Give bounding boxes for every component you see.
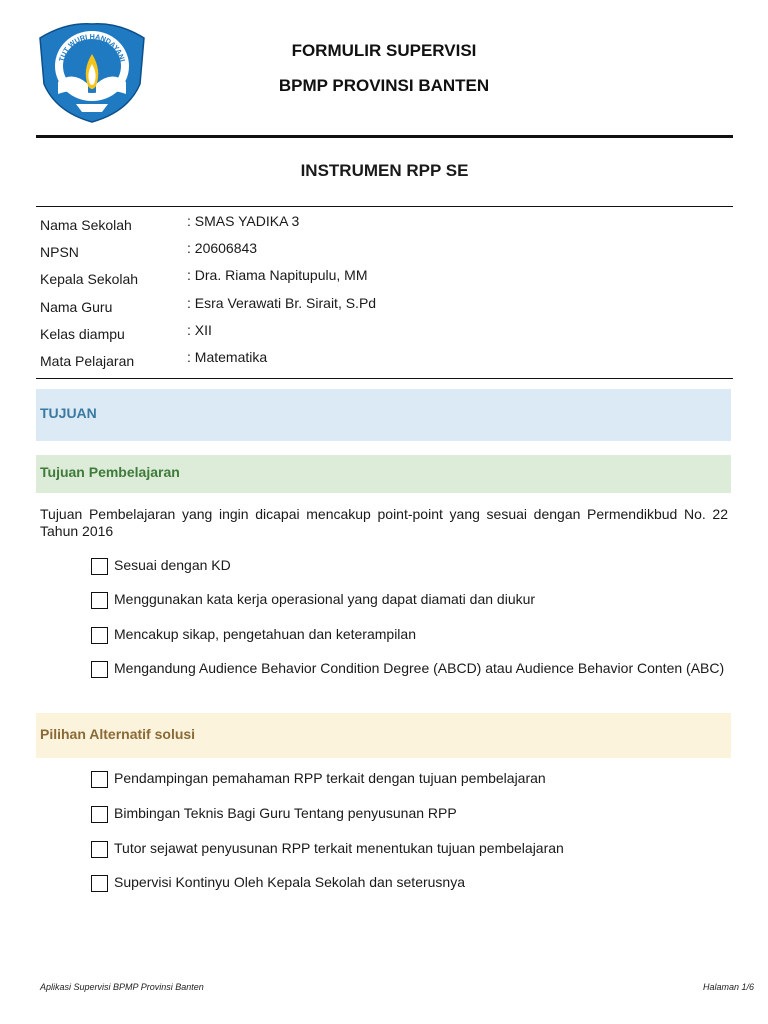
checkbox[interactable] [91,875,108,892]
checkbox[interactable] [91,841,108,858]
criteria-item [91,557,728,574]
checkbox[interactable] [91,806,108,823]
info-label: Nama Guru [40,299,113,315]
info-top-divider [36,206,733,207]
section-tujuan-pembelajaran [36,455,731,493]
document-title: INSTRUMEN RPP SE [300,161,469,180]
solution-item [91,840,728,857]
info-value: : Dra. Riama Napitupulu, MM [187,267,368,283]
solution-item [91,805,728,822]
info-label: Kepala Sekolah [40,271,139,287]
checkbox[interactable] [91,771,108,788]
solution-item [91,770,728,787]
checkbox[interactable] [91,627,108,644]
header-divider [36,135,733,138]
form-title: FORMULIR SUPERVISI [291,41,477,60]
info-value: : Matematika [187,349,268,365]
svg-text:TUT WURI HANDAYANI: TUT WURI HANDAYANI [56,31,128,63]
section-pilihan-alternatif-heading: Pilihan Alternatif solusi [40,726,196,742]
criteria-text: Mencakup sikap, pengetahuan dan keterampilan [114,626,416,642]
info-row-npsn [40,236,730,262]
solution-text: Tutor sejawat penyusunan RPP terkait menentukan tujuan pembelajaran [114,840,564,856]
info-value: : SMAS YADIKA 3 [187,213,300,229]
solution-text: Bimbingan Teknis Bagi Guru Tentang penyusunan RPP [114,805,457,821]
info-value: : Esra Verawati Br. Sirait, S.Pd [187,295,377,311]
info-row-nama-sekolah [40,209,730,235]
checkbox[interactable] [91,558,108,575]
criteria-text: Menggunakan kata kerja operasional yang dapat diamati dan diukur [114,591,536,607]
section-tujuan-heading: TUJUAN [40,405,97,421]
criteria-text: Mengandung Audience Behavior Condition Degree (ABCD) atau Audience Behavior Conten (ABC) [114,660,725,676]
institution-title: BPMP PROVINSI BANTEN [278,76,490,95]
criteria-text: Sesuai dengan KD [114,557,231,573]
intro-paragraph: Tujuan Pembelajaran yang ingin dicapai mencakup point-point yang sesuai dengan Permendikbud No. 22 Tahun 2016 [40,506,728,539]
criteria-item [91,660,728,677]
info-row-kepala-sekolah [40,263,730,289]
footer-page-number: Halaman 1/6 [702,982,754,992]
info-row-mata-pelajaran [40,345,730,371]
section-tujuan-pembelajaran-heading: Tujuan Pembelajaran [40,464,180,480]
checkbox[interactable] [91,661,108,678]
footer-app-name: Aplikasi Supervisi BPMP Provinsi Banten [40,982,204,992]
info-label: NPSN [40,244,79,260]
solution-item [91,874,728,891]
info-value: : 20606843 [187,240,258,256]
section-pilihan-alternatif [36,713,731,758]
section-tujuan [36,389,731,441]
info-row-kelas-diampu [40,318,730,344]
info-bottom-divider [36,378,733,379]
info-row-nama-guru [40,291,730,317]
criteria-item [91,626,728,643]
solution-text: Supervisi Kontinyu Oleh Kepala Sekolah dan seterusnya [114,874,465,890]
checkbox[interactable] [91,592,108,609]
tut-wuri-handayani-logo [36,20,148,124]
info-label: Nama Sekolah [40,217,132,233]
criteria-item [91,591,728,608]
info-label: Kelas diampu [40,326,125,342]
info-value: : XII [187,322,212,338]
solution-text: Pendampingan pemahaman RPP terkait dengan tujuan pembelajaran [114,770,546,786]
info-label: Mata Pelajaran [40,353,135,369]
